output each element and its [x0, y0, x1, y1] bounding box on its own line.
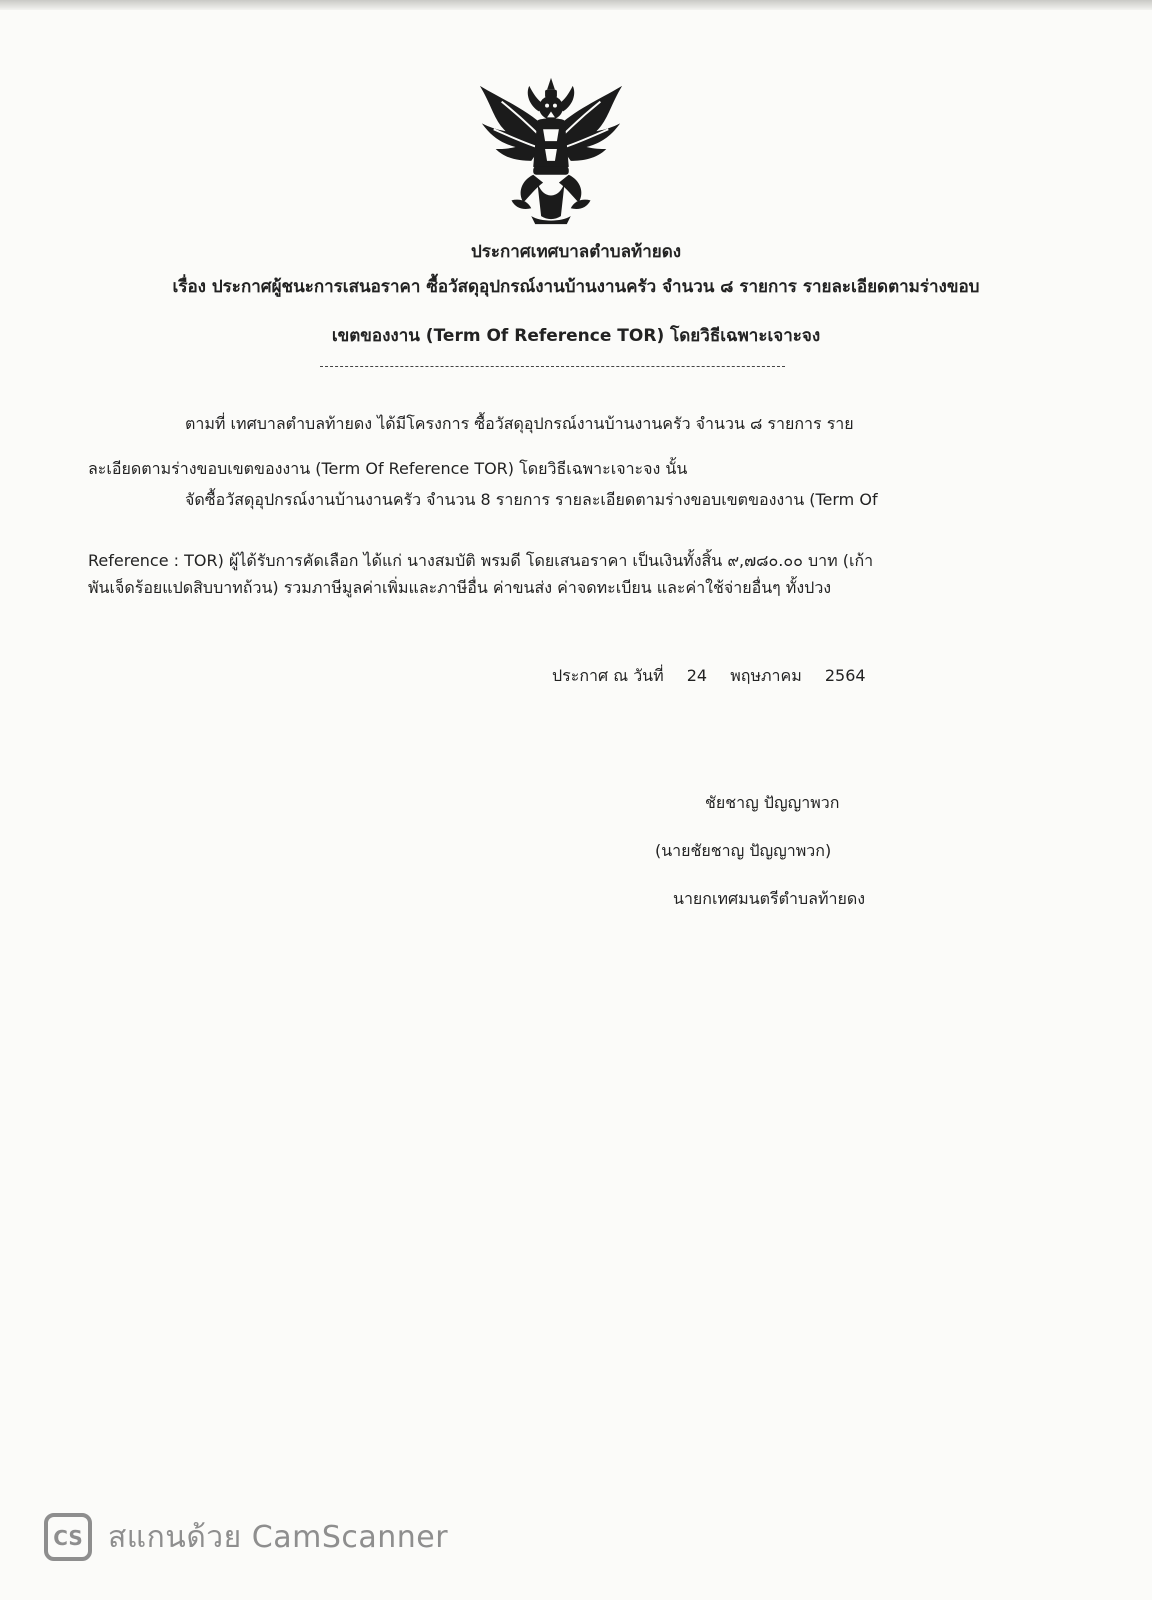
- body-line-4: Reference : TOR) ผู้ได้รับการคัดเลือก ได้แก่ นางสมบัติ พรมดี โดยเสนอราคา เป็นเงินทั้งสิ้น ๙,๗๘๐.๐๐ บาท (เก้า: [88, 551, 874, 570]
- body-line-5: พันเจ็ดร้อยแปดสิบบาทถ้วน) รวมภาษีมูลค่าเพิ่มและภาษีอื่น ค่าขนส่ง ค่าจดทะเบียน และค่าใช้จ่ายอื่นๆ ทั้งปวง: [88, 578, 832, 597]
- camscanner-watermark: [44, 1512, 448, 1562]
- body-line-3: จัดซื้อวัสดุอุปกรณ์งานบ้านงานครัว จำนวน 8 รายการ รายละเอียดตามร่างขอบเขตของงาน (Term Of: [185, 490, 878, 509]
- camscanner-logo-icon: [44, 1513, 92, 1561]
- announcement-date: [552, 664, 884, 689]
- signature-full-name: (นายชัยชาญ ปัญญาพวก): [655, 841, 832, 860]
- divider-line: [320, 366, 785, 367]
- body-line-2: ละเอียดตามร่างขอบเขตของงาน (Term Of Reference TOR) โดยวิธีเฉพาะเจาะจง นั้น: [88, 459, 688, 478]
- subject-line-2: เขตของงาน (Term Of Reference TOR) โดยวิธีเฉพาะเจาะจง: [331, 326, 821, 346]
- date-label: ประกาศ ณ วันที่: [552, 666, 664, 685]
- date-year: 2564: [824, 666, 866, 685]
- document-title: ประกาศเทศบาลตำบลท้ายดง: [470, 242, 682, 262]
- subject-line-1: เรื่อง ประกาศผู้ชนะการเสนอราคา ซื้อวัสดุอุปกรณ์งานบ้านงานครัว จำนวน ๘ รายการ รายละเอียดตามร่างขอบ: [172, 277, 980, 297]
- signature-name: ชัยชาญ ปัญญาพวก: [705, 793, 840, 812]
- scan-top-edge: [0, 0, 1152, 10]
- date-day: 24: [686, 666, 708, 685]
- watermark-text: สแกนด้วย CamScanner: [108, 1519, 449, 1555]
- date-month: พฤษภาคม: [730, 666, 802, 685]
- body-line-1: ตามที่ เทศบาลตำบลท้ายดง ได้มีโครงการ ซื้อวัสดุอุปกรณ์งานบ้านงานครัว จำนวน ๘ รายการ ราย: [185, 414, 854, 433]
- signature-position: นายกเทศมนตรีตำบลท้ายดง: [673, 889, 866, 908]
- garuda-emblem-icon: [472, 72, 630, 230]
- svg-text:CS: CS: [53, 1526, 83, 1550]
